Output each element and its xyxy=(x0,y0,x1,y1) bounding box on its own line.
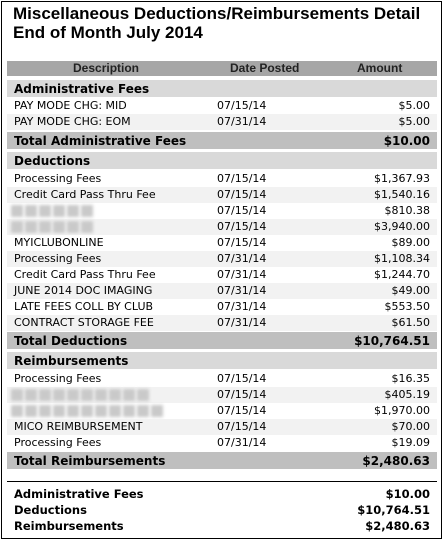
total-label: Total Administrative Fees xyxy=(14,134,187,148)
row-description: PAY MODE CHG: MID xyxy=(14,99,127,112)
row-description: JUNE 2014 DOC IMAGING xyxy=(14,284,153,297)
row-date: 07/15/14 xyxy=(217,188,267,201)
table-row xyxy=(7,171,437,187)
row-date: 07/31/14 xyxy=(217,115,267,128)
column-header-description: Description xyxy=(73,61,140,75)
summary-label: Reimbursements xyxy=(14,519,124,533)
total-label: Total Reimbursements xyxy=(14,454,166,468)
summary-row-reimbursements xyxy=(7,518,437,534)
row-date: 07/31/14 xyxy=(217,252,267,265)
table-row xyxy=(7,387,437,403)
section-total-admin xyxy=(7,132,437,149)
section-heading-deductions xyxy=(7,152,437,169)
table-row xyxy=(7,219,437,235)
row-amount: $405.19 xyxy=(384,388,430,401)
row-date: 07/15/14 xyxy=(217,204,267,217)
row-date: 07/15/14 xyxy=(217,404,267,417)
row-amount: $1,367.93 xyxy=(374,172,430,185)
row-description: Credit Card Pass Thru Fee xyxy=(14,268,156,281)
row-amount: $1,540.16 xyxy=(374,188,430,201)
row-description: Processing Fees xyxy=(14,372,102,385)
total-amount: $10,764.51 xyxy=(354,334,430,348)
redacted-description xyxy=(11,388,151,402)
table-row xyxy=(7,267,437,283)
row-amount: $5.00 xyxy=(398,115,430,128)
row-amount: $16.35 xyxy=(391,372,430,385)
table-row xyxy=(7,419,437,435)
row-amount: $5.00 xyxy=(398,99,430,112)
column-header-date-posted: Date Posted xyxy=(230,61,300,75)
row-amount: $3,940.00 xyxy=(374,220,430,233)
row-description: CONTRACT STORAGE FEE xyxy=(14,316,154,329)
row-description: MYICLUBONLINE xyxy=(14,236,104,249)
total-label: Total Deductions xyxy=(14,334,128,348)
summary-row-admin xyxy=(7,486,437,502)
row-amount: $19.09 xyxy=(391,436,430,449)
table-row xyxy=(7,283,437,299)
row-amount: $1,108.34 xyxy=(374,252,430,265)
report-title-line2: End of Month July 2014 xyxy=(13,23,203,42)
row-date: 07/15/14 xyxy=(217,99,267,112)
row-date: 07/15/14 xyxy=(217,236,267,249)
row-description: Processing Fees xyxy=(14,252,102,265)
section-heading-reimbursements xyxy=(7,352,437,369)
summary-amount: $2,480.63 xyxy=(365,519,430,533)
row-date: 07/31/14 xyxy=(217,316,267,329)
row-amount: $49.00 xyxy=(391,284,430,297)
row-amount: $553.50 xyxy=(384,300,430,313)
section-heading-label: Deductions xyxy=(14,154,91,168)
table-row xyxy=(7,435,437,451)
section-total-deductions xyxy=(7,332,437,349)
row-description: MICO REIMBURSEMENT xyxy=(14,420,143,433)
summary-label: Deductions xyxy=(14,503,87,517)
row-amount: $70.00 xyxy=(391,420,430,433)
redacted-description xyxy=(11,204,95,218)
table-row xyxy=(7,315,437,331)
row-date: 07/15/14 xyxy=(217,372,267,385)
table-row xyxy=(7,299,437,315)
row-date: 07/31/14 xyxy=(217,300,267,313)
summary-amount: $10,764.51 xyxy=(357,503,430,517)
row-description: Processing Fees xyxy=(14,436,102,449)
row-date: 07/31/14 xyxy=(217,284,267,297)
row-amount: $810.38 xyxy=(384,204,430,217)
row-date: 07/15/14 xyxy=(217,172,267,185)
row-date: 07/31/14 xyxy=(217,436,267,449)
column-header-amount: Amount xyxy=(357,61,403,75)
table-row xyxy=(7,187,437,203)
redacted-description xyxy=(11,404,165,418)
row-amount: $1,970.00 xyxy=(374,404,430,417)
summary-label: Administrative Fees xyxy=(14,487,144,501)
section-heading-admin xyxy=(7,80,437,97)
row-date: 07/31/14 xyxy=(217,268,267,281)
report-title-line1: Miscellaneous Deductions/Reimbursements Detail xyxy=(13,4,421,23)
total-amount: $10.00 xyxy=(383,134,430,148)
table-row xyxy=(7,114,437,130)
section-heading-label: Reimbursements xyxy=(14,354,129,368)
table-row xyxy=(7,235,437,251)
row-description: Processing Fees xyxy=(14,172,102,185)
row-date: 07/15/14 xyxy=(217,220,267,233)
row-amount: $89.00 xyxy=(391,236,430,249)
row-amount: $61.50 xyxy=(391,316,430,329)
section-heading-label: Administrative Fees xyxy=(14,82,150,96)
row-description: PAY MODE CHG: EOM xyxy=(14,115,131,128)
row-description: Credit Card Pass Thru Fee xyxy=(14,188,156,201)
column-header-row xyxy=(7,61,437,76)
total-amount: $2,480.63 xyxy=(362,454,430,468)
section-total-reimbursements xyxy=(7,452,437,469)
summary-divider xyxy=(7,481,437,482)
table-row xyxy=(7,251,437,267)
table-row xyxy=(7,403,437,419)
row-amount: $1,244.70 xyxy=(374,268,430,281)
row-date: 07/15/14 xyxy=(217,420,267,433)
summary-amount: $10.00 xyxy=(385,487,430,501)
report-title xyxy=(13,4,420,42)
table-row xyxy=(7,203,437,219)
row-description: LATE FEES COLL BY CLUB xyxy=(14,300,154,313)
summary-row-deductions xyxy=(7,502,437,518)
row-date: 07/15/14 xyxy=(217,388,267,401)
redacted-description xyxy=(11,220,95,234)
table-row xyxy=(7,371,437,387)
table-row xyxy=(7,98,437,114)
